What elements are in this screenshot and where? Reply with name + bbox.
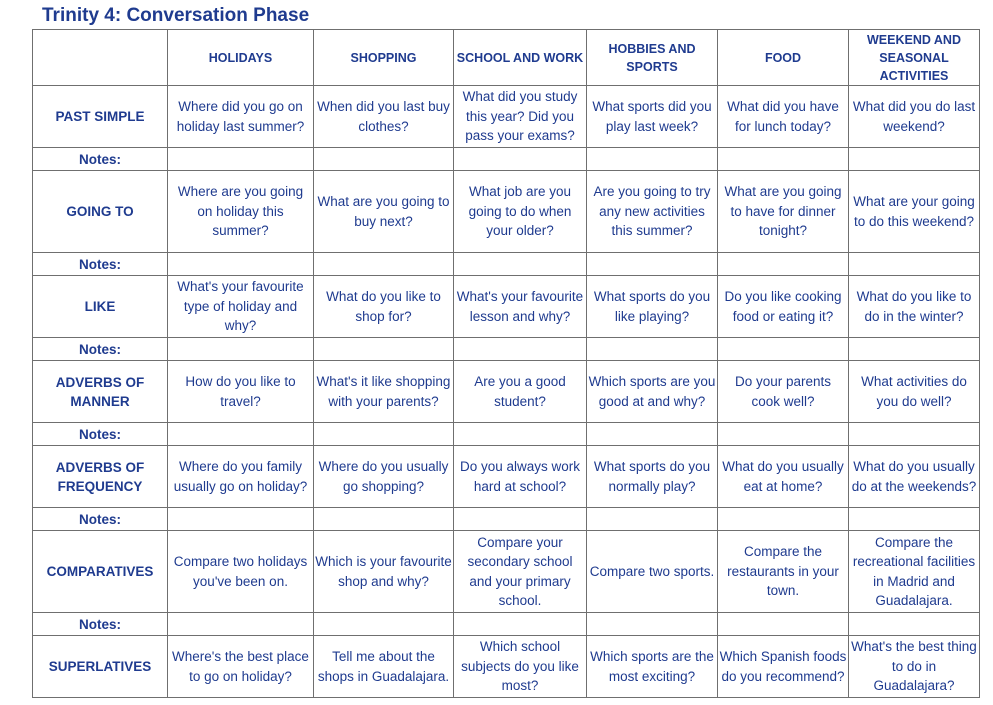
notes-cell[interactable] [587,338,718,361]
notes-label: Notes: [33,253,168,276]
question-cell: What are you going to buy next? [314,171,454,253]
row-header: SUPERLATIVES [33,636,168,698]
notes-cell[interactable] [718,253,849,276]
notes-cell[interactable] [168,338,314,361]
question-cell: Do you like cooking food or eating it? [718,276,849,338]
notes-row [33,148,980,171]
notes-label: Notes: [33,148,168,171]
question-cell: What do you like to do in the winter? [849,276,980,338]
table-row [33,446,980,508]
question-cell: Where do you usually go shopping? [314,446,454,508]
notes-label: Notes: [33,423,168,446]
question-cell: What did you have for lunch today? [718,86,849,148]
notes-cell[interactable] [168,613,314,636]
row-header: COMPARATIVES [33,531,168,613]
question-cell: What sports do you like playing? [587,276,718,338]
row-header: PAST SIMPLE [33,86,168,148]
notes-cell[interactable] [454,613,587,636]
question-cell: Are you going to try any new activities this summer? [587,171,718,253]
notes-cell[interactable] [718,148,849,171]
notes-cell[interactable] [314,148,454,171]
notes-label: Notes: [33,338,168,361]
question-cell: What sports do you normally play? [587,446,718,508]
question-cell: What do you like to shop for? [314,276,454,338]
row-header: LIKE [33,276,168,338]
column-header: WEEKEND AND SEASONAL ACTIVITIES [849,30,980,86]
question-cell: Which sports are the most exciting? [587,636,718,698]
notes-cell[interactable] [314,253,454,276]
notes-cell[interactable] [849,613,980,636]
notes-cell[interactable] [849,508,980,531]
row-header: ADVERBS OF FREQUENCY [33,446,168,508]
question-cell: Tell me about the shops in Guadalajara. [314,636,454,698]
question-cell: What do you usually do at the weekends? [849,446,980,508]
table-row [33,276,980,338]
notes-label: Notes: [33,508,168,531]
question-cell: Do your parents cook well? [718,361,849,423]
question-cell: What's your favourite lesson and why? [454,276,587,338]
notes-cell[interactable] [314,423,454,446]
question-cell: Compare the recreational facilities in Madrid and Guadalajara. [849,531,980,613]
notes-cell[interactable] [718,338,849,361]
notes-cell[interactable] [314,508,454,531]
column-header: HOLIDAYS [168,30,314,86]
question-cell: Where's the best place to go on holiday? [168,636,314,698]
notes-cell[interactable] [718,423,849,446]
question-cell: What do you usually eat at home? [718,446,849,508]
table-row [33,531,980,613]
question-cell: Are you a good student? [454,361,587,423]
question-cell: Where did you go on holiday last summer? [168,86,314,148]
notes-cell[interactable] [168,253,314,276]
notes-cell[interactable] [454,508,587,531]
column-header: SCHOOL AND WORK [454,30,587,86]
notes-cell[interactable] [849,338,980,361]
conversation-table [32,29,980,698]
question-cell: Which is your favourite shop and why? [314,531,454,613]
notes-row [33,253,980,276]
table-row [33,171,980,253]
notes-cell[interactable] [718,613,849,636]
question-cell: Compare two holidays you've been on. [168,531,314,613]
notes-cell[interactable] [587,613,718,636]
notes-row [33,613,980,636]
header-row [33,30,980,86]
question-cell: Where do you family usually go on holiday? [168,446,314,508]
question-cell: What are your going to do this weekend? [849,171,980,253]
table-row [33,86,980,148]
column-header: SHOPPING [314,30,454,86]
notes-cell[interactable] [849,148,980,171]
question-cell: Where are you going on holiday this summer? [168,171,314,253]
question-cell: When did you last buy clothes? [314,86,454,148]
notes-label: Notes: [33,613,168,636]
question-cell: What are you going to have for dinner tonight? [718,171,849,253]
question-cell: Which sports are you good at and why? [587,361,718,423]
notes-cell[interactable] [849,253,980,276]
notes-cell[interactable] [314,338,454,361]
column-header: FOOD [718,30,849,86]
question-cell: Do you always work hard at school? [454,446,587,508]
notes-cell[interactable] [849,423,980,446]
question-cell: What activities do you do well? [849,361,980,423]
table-row [33,361,980,423]
notes-row [33,508,980,531]
question-cell: What's the best thing to do in Guadalajara? [849,636,980,698]
notes-cell[interactable] [454,423,587,446]
notes-row [33,338,980,361]
notes-cell[interactable] [168,423,314,446]
question-cell: Compare two sports. [587,531,718,613]
question-cell: Which school subjects do you like most? [454,636,587,698]
notes-cell[interactable] [454,148,587,171]
question-cell: What job are you going to do when your older? [454,171,587,253]
notes-row [33,423,980,446]
question-cell: What's your favourite type of holiday and why? [168,276,314,338]
question-cell: What did you study this year? Did you pass your exams? [454,86,587,148]
question-cell: What sports did you play last week? [587,86,718,148]
notes-cell[interactable] [168,508,314,531]
notes-cell[interactable] [587,423,718,446]
notes-cell[interactable] [454,338,587,361]
notes-cell[interactable] [314,613,454,636]
row-header: ADVERBS OF MANNER [33,361,168,423]
notes-cell[interactable] [587,148,718,171]
question-cell: Which Spanish foods do you recommend? [718,636,849,698]
page-title: Trinity 4: Conversation Phase [42,5,310,26]
table-row [33,636,980,698]
notes-cell[interactable] [454,253,587,276]
row-header: GOING TO [33,171,168,253]
notes-cell[interactable] [718,508,849,531]
corner-cell [33,30,168,86]
question-cell: Compare your secondary school and your primary school. [454,531,587,613]
question-cell: How do you like to travel? [168,361,314,423]
question-cell: What did you do last weekend? [849,86,980,148]
question-cell: Compare the restaurants in your town. [718,531,849,613]
notes-cell[interactable] [587,253,718,276]
question-cell: What's it like shopping with your parents? [314,361,454,423]
column-header: HOBBIES AND SPORTS [587,30,718,86]
notes-cell[interactable] [587,508,718,531]
notes-cell[interactable] [168,148,314,171]
